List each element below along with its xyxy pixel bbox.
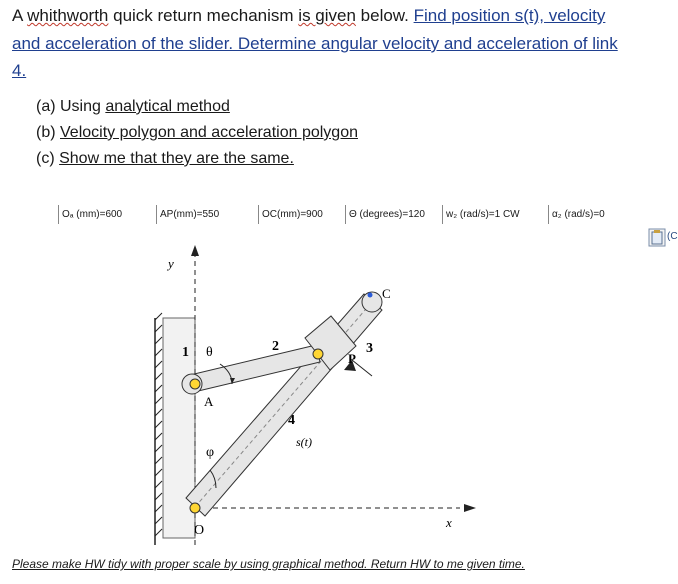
paste-options-label: (C [667, 231, 678, 242]
question-text: A [12, 6, 28, 25]
part-c-text: Show me that they are the same. [59, 150, 294, 167]
param-oc: OC(mm)=900 [262, 209, 323, 220]
pin-a [190, 379, 200, 389]
question-link-text[interactable]: and acceleration of the slider. Determine angular velocity and acceleration of link [12, 34, 618, 53]
ground-frame [163, 318, 195, 538]
param-oa: Oₐ (mm)=600 [62, 209, 123, 220]
label-o: O [194, 523, 205, 538]
question-link-text[interactable]: 4. [12, 61, 27, 80]
question-text: below. [355, 6, 414, 25]
footer-note: Please make HW tidy with proper scale by using graphical method. Return HW to me given time. [12, 557, 525, 571]
param-alpha2: α₂ (rad/s)=0 [552, 209, 605, 220]
label-c: C [382, 286, 391, 301]
part-b-prefix: (b) [36, 124, 60, 141]
ground-hatching [155, 313, 162, 536]
point-c-dot [368, 293, 373, 298]
part-b-text: Velocity polygon and acceleration polygon [60, 124, 358, 141]
label-a: A [204, 394, 214, 409]
label-link-1: 1 [182, 345, 189, 360]
label-y: y [168, 256, 174, 271]
spellcheck-word: whithworth [27, 6, 109, 25]
part-a-text: analytical method [105, 98, 230, 115]
part-c-prefix: (c) [36, 150, 60, 167]
pin-p [313, 349, 323, 359]
param-w2: w₂ (rad/s)=1 CW [446, 209, 520, 220]
label-x: x [446, 515, 452, 530]
spellcheck-word: is given [298, 6, 356, 25]
param-ap: AP(mm)=550 [160, 209, 220, 220]
label-phi: φ [206, 445, 215, 460]
label-link-2: 2 [272, 339, 279, 354]
label-s-t: s(t) [296, 435, 312, 449]
param-theta: Θ (degrees)=120 [349, 209, 425, 220]
label-p: P [348, 351, 356, 366]
x-axis-arrow [464, 504, 476, 512]
label-link-4: 4 [288, 413, 295, 428]
paste-options-widget[interactable] [648, 228, 678, 248]
question-link-text[interactable]: Find position s(t), velocity [413, 6, 606, 25]
label-link-3: 3 [366, 341, 373, 356]
part-a-prefix: (a) Using [36, 98, 106, 115]
y-axis-arrow [191, 245, 199, 256]
label-theta: θ [206, 345, 213, 360]
question-text: quick return mechanism [108, 6, 299, 25]
pin-o [190, 503, 200, 513]
